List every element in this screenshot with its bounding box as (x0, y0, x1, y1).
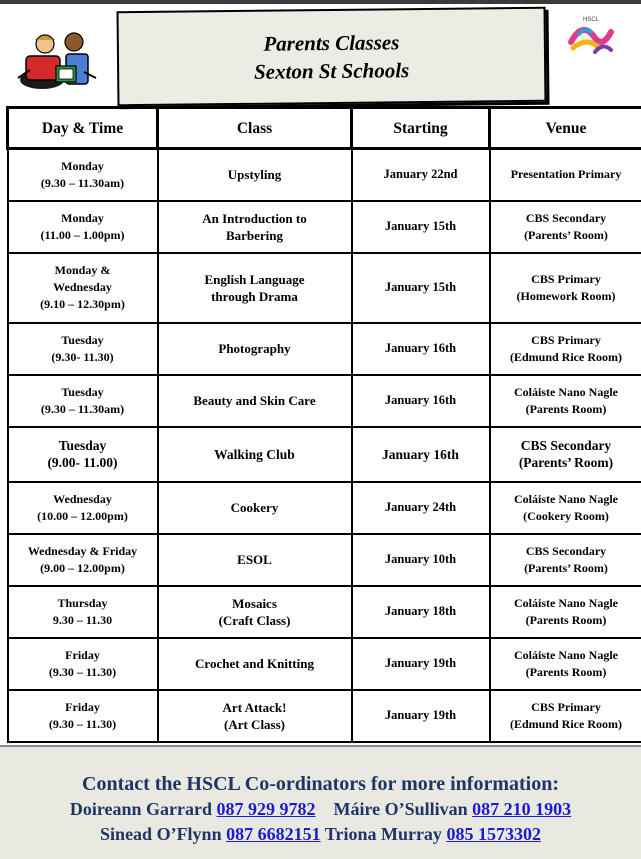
venue-cell-line: (Edmund Rice Room) (493, 716, 640, 733)
day-time-cell (8, 586, 158, 638)
day-time-cell-line: Monday & (11, 262, 155, 279)
column-header-starting: Starting (352, 108, 490, 149)
day-time-cell (8, 690, 158, 742)
hscl-logo (565, 12, 617, 62)
starting-cell (352, 690, 490, 742)
day-time-cell-line: Friday (11, 647, 155, 664)
day-time-cell-line: Wednesday & Friday (11, 543, 155, 560)
venue-cell-line: (Edmund Rice Room) (493, 349, 640, 366)
day-time-cell-line: (9.30 – 11.30) (11, 716, 155, 733)
class-cell-line: Beauty and Skin Care (161, 392, 349, 409)
day-time-cell-line: Thursday (11, 595, 155, 612)
venue-cell (490, 375, 641, 427)
day-time-cell-line: Friday (11, 699, 155, 716)
svg-text:HSCL: HSCL (583, 17, 600, 23)
class-cell-line: Crochet and Knitting (161, 655, 349, 672)
top-bar (0, 0, 641, 4)
day-time-cell-line: (11.00 – 1.00pm) (11, 227, 155, 244)
day-time-cell-line: Monday (11, 210, 155, 227)
day-time-cell-line: (9.30 – 11.30am) (11, 175, 155, 192)
contact-name: Sinead O’Flynn (100, 824, 222, 844)
starting-cell (352, 375, 490, 427)
venue-cell-line: Coláiste Nano Nagle (493, 384, 640, 401)
day-time-cell-line: (9.30- 11.30) (11, 349, 155, 366)
table-row (8, 201, 641, 253)
contact-name: Doireann Garrard (70, 799, 212, 819)
day-time-cell-line: Tuesday (11, 384, 155, 401)
class-cell (158, 427, 352, 482)
class-cell-line: (Art Class) (161, 716, 349, 733)
starting-cell (352, 201, 490, 253)
starting-cell-line: January 18th (355, 603, 487, 620)
table-row (8, 253, 641, 323)
venue-cell-line: Coláiste Nano Nagle (493, 491, 640, 508)
column-header-venue: Venue (490, 108, 641, 149)
class-cell (158, 149, 352, 201)
classes-table (6, 106, 641, 743)
venue-cell-line: (Cookery Room) (493, 508, 640, 525)
starting-cell-line: January 19th (355, 655, 487, 672)
table-body (8, 149, 641, 742)
venue-cell-line: (Parents Room) (493, 401, 640, 418)
venue-cell-line: Coláiste Nano Nagle (493, 647, 640, 664)
class-cell (158, 586, 352, 638)
starting-cell-line: January 15th (355, 218, 487, 235)
day-time-cell-line: Wednesday (11, 279, 155, 296)
contact-panel (0, 745, 641, 859)
venue-cell (490, 534, 641, 586)
class-cell-line: Mosaics (161, 595, 349, 612)
day-time-cell (8, 253, 158, 323)
contact-name: Máire O’Sullivan (333, 799, 467, 819)
day-time-cell-line: (9.00 – 12.00pm) (11, 560, 155, 577)
venue-cell (490, 149, 641, 201)
day-time-cell-line: (9.30 – 11.30) (11, 664, 155, 681)
starting-cell (352, 638, 490, 690)
class-cell (158, 323, 352, 375)
starting-cell (352, 149, 490, 201)
day-time-cell-line: (9.30 – 11.30am) (11, 401, 155, 418)
venue-cell (490, 690, 641, 742)
day-time-cell-line: Monday (11, 158, 155, 175)
class-cell-line: Art Attack! (161, 699, 349, 716)
venue-cell (490, 638, 641, 690)
classes-table-container (6, 106, 641, 743)
starting-cell (352, 482, 490, 534)
table-header-row (8, 108, 641, 149)
starting-cell-line: January 15th (355, 279, 487, 296)
class-cell (158, 482, 352, 534)
table-row (8, 586, 641, 638)
class-cell (158, 253, 352, 323)
contact-phone-link[interactable]: 085 1573302 (446, 824, 541, 844)
class-cell-line: English Language (161, 271, 349, 288)
starting-cell (352, 427, 490, 482)
starting-cell-line: January 16th (355, 340, 487, 357)
contact-line-1 (0, 797, 641, 822)
day-time-cell (8, 482, 158, 534)
venue-cell (490, 323, 641, 375)
table-row (8, 427, 641, 482)
class-cell-line: Walking Club (161, 446, 349, 463)
venue-cell-line: CBS Secondary (493, 210, 640, 227)
venue-cell (490, 482, 641, 534)
day-time-cell-line: Tuesday (11, 332, 155, 349)
contact-phone-link[interactable]: 087 929 9782 (216, 799, 315, 819)
day-time-cell-line: (9.10 – 12.30pm) (11, 296, 155, 313)
contact-name: Triona Murray (325, 824, 442, 844)
venue-cell-line: (Homework Room) (493, 288, 640, 305)
day-time-cell (8, 323, 158, 375)
contact-heading: Contact the HSCL Co-ordinators for more information: (0, 771, 641, 797)
day-time-cell (8, 375, 158, 427)
class-cell (158, 201, 352, 253)
table-row (8, 323, 641, 375)
page-title: Parents Classes (263, 28, 399, 57)
venue-cell-line: CBS Secondary (493, 543, 640, 560)
table-row (8, 482, 641, 534)
table-row (8, 375, 641, 427)
table-row (8, 534, 641, 586)
starting-cell-line: January 22nd (355, 166, 487, 183)
venue-cell-line: Coláiste Nano Nagle (493, 595, 640, 612)
day-time-cell-line: Tuesday (11, 437, 155, 454)
venue-cell-line: (Parents Room) (493, 664, 640, 681)
venue-cell-line: (Parents’ Room) (493, 227, 640, 244)
venue-cell (490, 586, 641, 638)
class-cell-line: Photography (161, 340, 349, 357)
venue-cell-line: (Parents’ Room) (493, 560, 640, 577)
venue-cell-line: CBS Primary (493, 699, 640, 716)
starting-cell (352, 323, 490, 375)
day-time-cell-line: (9.00- 11.00) (11, 454, 155, 471)
venue-cell-line: CBS Secondary (493, 437, 640, 454)
column-header-day-time: Day & Time (8, 108, 158, 149)
table-row (8, 149, 641, 201)
starting-cell-line: January 16th (355, 446, 487, 463)
class-cell (158, 375, 352, 427)
day-time-cell (8, 427, 158, 482)
day-time-cell-line: 9.30 – 11.30 (11, 612, 155, 629)
parent-child-computer-clipart (12, 28, 104, 94)
venue-cell (490, 201, 641, 253)
day-time-cell (8, 638, 158, 690)
venue-cell (490, 427, 641, 482)
starting-cell-line: January 16th (355, 392, 487, 409)
column-header-class: Class (158, 108, 352, 149)
starting-cell (352, 586, 490, 638)
starting-cell (352, 534, 490, 586)
table-row (8, 690, 641, 742)
page-subtitle: Sexton St Schools (254, 56, 410, 86)
starting-cell-line: January 19th (355, 707, 487, 724)
venue-cell-line: (Parents Room) (493, 612, 640, 629)
class-cell-line: Upstyling (161, 166, 349, 183)
class-cell-line: through Drama (161, 288, 349, 305)
table-row (8, 638, 641, 690)
class-cell-line: ESOL (161, 551, 349, 568)
venue-cell-line: (Parents’ Room) (493, 454, 640, 471)
class-cell (158, 690, 352, 742)
venue-cell-line: Presentation Primary (493, 166, 640, 183)
day-time-cell-line: (10.00 – 12.00pm) (11, 508, 155, 525)
contact-line-2 (0, 822, 641, 847)
day-time-cell-line: Wednesday (11, 491, 155, 508)
day-time-cell (8, 201, 158, 253)
class-cell-line: An Introduction to (161, 210, 349, 227)
starting-cell-line: January 24th (355, 499, 487, 516)
venue-cell-line: CBS Primary (493, 271, 640, 288)
starting-cell (352, 253, 490, 323)
venue-cell-line: CBS Primary (493, 332, 640, 349)
starting-cell-line: January 10th (355, 551, 487, 568)
class-cell-line: Barbering (161, 227, 349, 244)
class-cell (158, 534, 352, 586)
contact-phone-link[interactable]: 087 6682151 (226, 824, 321, 844)
day-time-cell (8, 534, 158, 586)
class-cell (158, 638, 352, 690)
day-time-cell (8, 149, 158, 201)
contact-phone-link[interactable]: 087 210 1903 (472, 799, 571, 819)
class-cell-line: (Craft Class) (161, 612, 349, 629)
venue-cell (490, 253, 641, 323)
title-box (117, 7, 547, 106)
class-cell-line: Cookery (161, 499, 349, 516)
